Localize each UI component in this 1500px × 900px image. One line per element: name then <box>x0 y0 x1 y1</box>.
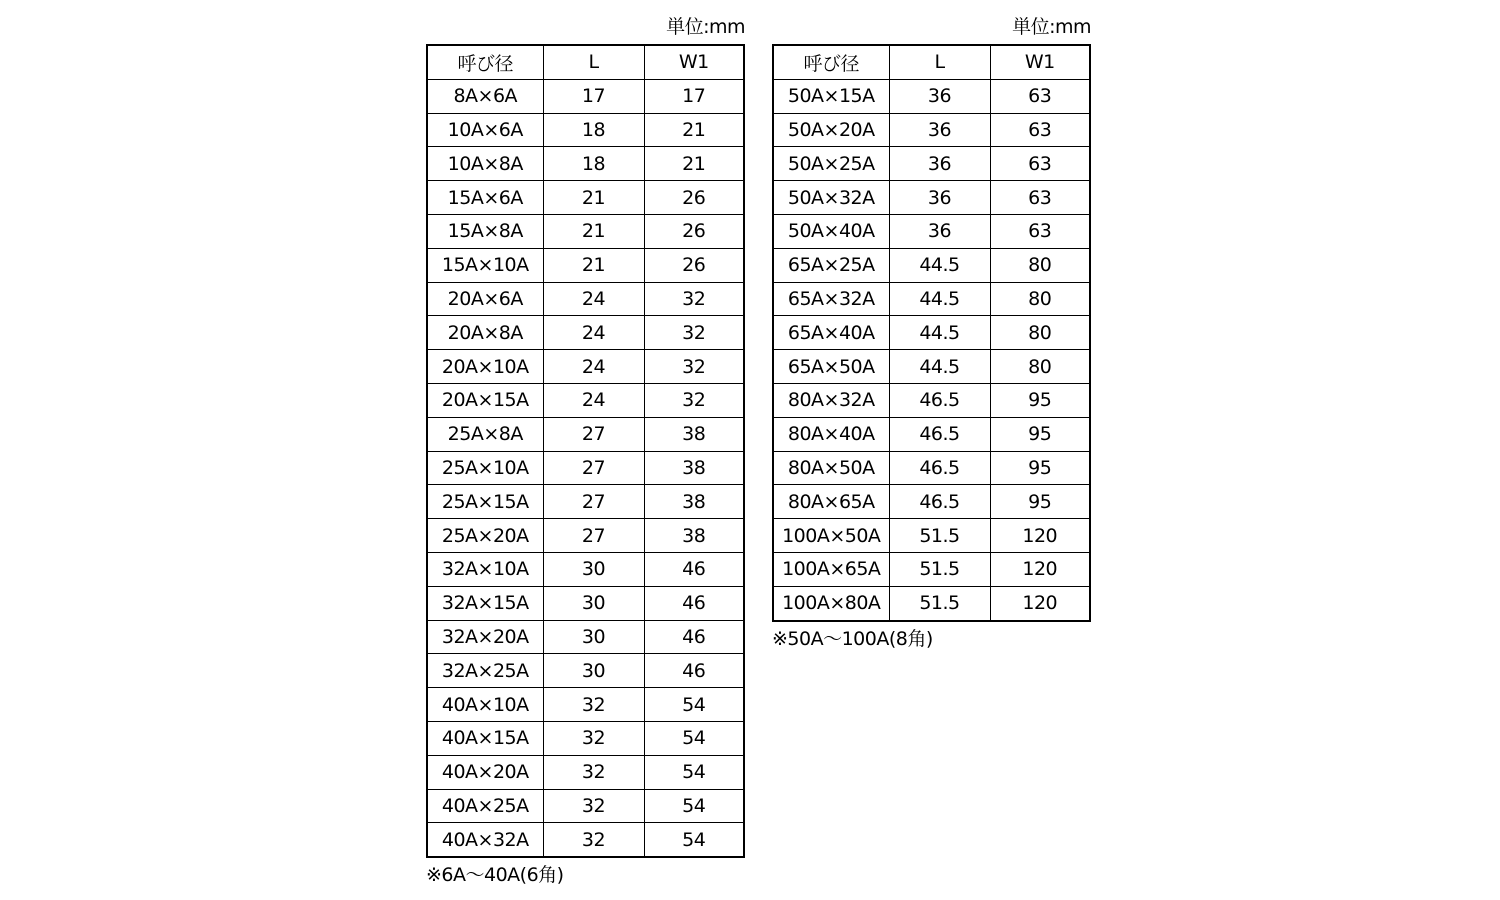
cell-width: 54 <box>644 789 744 823</box>
cell-width: 80 <box>990 248 1090 282</box>
cell-nominal-size: 32A×15A <box>427 586 543 620</box>
cell-nominal-size: 80A×40A <box>773 417 889 451</box>
cell-width: 38 <box>644 417 744 451</box>
cell-length: 46.5 <box>889 485 990 519</box>
cell-width: 95 <box>990 485 1090 519</box>
table-row <box>427 789 744 823</box>
table-row <box>773 113 1090 147</box>
cell-width: 63 <box>990 214 1090 248</box>
cell-nominal-size: 20A×8A <box>427 316 543 350</box>
table-row <box>427 688 744 722</box>
table-row <box>427 79 744 113</box>
cell-length: 32 <box>543 789 644 823</box>
cell-width: 46 <box>644 620 744 654</box>
table-row <box>773 417 1090 451</box>
table-row <box>773 552 1090 586</box>
cell-width: 26 <box>644 248 744 282</box>
cell-nominal-size: 40A×10A <box>427 688 543 722</box>
cell-width: 38 <box>644 451 744 485</box>
cell-width: 80 <box>990 316 1090 350</box>
table-row <box>773 350 1090 384</box>
cell-length: 32 <box>543 823 644 857</box>
cell-length: 46.5 <box>889 417 990 451</box>
cell-length: 17 <box>543 79 644 113</box>
cell-length: 46.5 <box>889 451 990 485</box>
header-length: L <box>889 45 990 79</box>
table-row <box>427 316 744 350</box>
cell-length: 18 <box>543 147 644 181</box>
cell-nominal-size: 100A×65A <box>773 552 889 586</box>
table-row <box>773 316 1090 350</box>
unit-label: 単位:mm <box>666 16 745 38</box>
cell-length: 44.5 <box>889 350 990 384</box>
cell-nominal-size: 15A×10A <box>427 248 543 282</box>
cell-length: 51.5 <box>889 586 990 620</box>
cell-width: 54 <box>644 755 744 789</box>
table-row <box>427 282 744 316</box>
cell-length: 32 <box>543 721 644 755</box>
header-nominal-size: 呼び径 <box>427 45 543 79</box>
cell-length: 44.5 <box>889 282 990 316</box>
cell-nominal-size: 40A×32A <box>427 823 543 857</box>
cell-nominal-size: 100A×80A <box>773 586 889 620</box>
cell-length: 30 <box>543 654 644 688</box>
table-row <box>427 586 744 620</box>
cell-length: 24 <box>543 383 644 417</box>
cell-nominal-size: 20A×10A <box>427 350 543 384</box>
cell-length: 21 <box>543 214 644 248</box>
cell-nominal-size: 32A×20A <box>427 620 543 654</box>
cell-nominal-size: 25A×20A <box>427 519 543 553</box>
table-row <box>773 586 1090 620</box>
note-text: ※50A～100A(8角) <box>772 627 933 650</box>
cell-length: 27 <box>543 417 644 451</box>
table-row <box>773 282 1090 316</box>
cell-width: 120 <box>990 519 1090 553</box>
table-row <box>773 214 1090 248</box>
cell-nominal-size: 15A×8A <box>427 214 543 248</box>
cell-width: 26 <box>644 214 744 248</box>
cell-nominal-size: 40A×25A <box>427 789 543 823</box>
cell-nominal-size: 25A×15A <box>427 485 543 519</box>
table-row <box>427 620 744 654</box>
cell-width: 38 <box>644 485 744 519</box>
cell-width: 32 <box>644 316 744 350</box>
left-table-block <box>426 10 745 892</box>
cell-length: 32 <box>543 688 644 722</box>
cell-length: 36 <box>889 79 990 113</box>
cell-length: 44.5 <box>889 248 990 282</box>
cell-width: 46 <box>644 654 744 688</box>
cell-nominal-size: 40A×20A <box>427 755 543 789</box>
cell-nominal-size: 25A×10A <box>427 451 543 485</box>
cell-width: 32 <box>644 350 744 384</box>
cell-nominal-size: 65A×40A <box>773 316 889 350</box>
table-row <box>427 147 744 181</box>
note-text: ※6A～40A(6角) <box>426 864 564 887</box>
spec-table-right <box>772 44 1091 622</box>
table-row <box>427 181 744 215</box>
cell-nominal-size: 50A×40A <box>773 214 889 248</box>
table-row <box>773 79 1090 113</box>
table-body <box>427 79 744 857</box>
cell-width: 80 <box>990 282 1090 316</box>
cell-width: 54 <box>644 721 744 755</box>
cell-length: 21 <box>543 248 644 282</box>
cell-length: 27 <box>543 485 644 519</box>
cell-length: 30 <box>543 552 644 586</box>
cell-length: 18 <box>543 113 644 147</box>
right-table-block <box>772 10 1091 656</box>
cell-nominal-size: 10A×6A <box>427 113 543 147</box>
table-row <box>427 248 744 282</box>
cell-width: 54 <box>644 688 744 722</box>
cell-length: 32 <box>543 755 644 789</box>
cell-length: 21 <box>543 181 644 215</box>
table-row <box>427 485 744 519</box>
cell-length: 24 <box>543 350 644 384</box>
table-row <box>427 383 744 417</box>
table-row <box>773 181 1090 215</box>
cell-width: 21 <box>644 147 744 181</box>
cell-nominal-size: 15A×6A <box>427 181 543 215</box>
cell-width: 32 <box>644 383 744 417</box>
cell-length: 24 <box>543 316 644 350</box>
cell-nominal-size: 65A×50A <box>773 350 889 384</box>
cell-nominal-size: 32A×10A <box>427 552 543 586</box>
cell-width: 63 <box>990 79 1090 113</box>
cell-width: 54 <box>644 823 744 857</box>
cell-nominal-size: 50A×25A <box>773 147 889 181</box>
cell-nominal-size: 80A×65A <box>773 485 889 519</box>
cell-nominal-size: 50A×20A <box>773 113 889 147</box>
cell-length: 51.5 <box>889 552 990 586</box>
table-row <box>427 350 744 384</box>
table-row <box>427 417 744 451</box>
cell-length: 46.5 <box>889 383 990 417</box>
cell-width: 95 <box>990 383 1090 417</box>
cell-width: 63 <box>990 113 1090 147</box>
table-row <box>773 248 1090 282</box>
cell-nominal-size: 10A×8A <box>427 147 543 181</box>
table-row <box>427 654 744 688</box>
table-row <box>427 823 744 857</box>
cell-width: 95 <box>990 417 1090 451</box>
header-width: W1 <box>644 45 744 79</box>
cell-width: 46 <box>644 552 744 586</box>
cell-width: 26 <box>644 181 744 215</box>
cell-nominal-size: 100A×50A <box>773 519 889 553</box>
table-row <box>427 113 744 147</box>
cell-nominal-size: 32A×25A <box>427 654 543 688</box>
table-row <box>773 519 1090 553</box>
cell-width: 38 <box>644 519 744 553</box>
table-row <box>773 485 1090 519</box>
header-row <box>427 45 744 79</box>
cell-width: 63 <box>990 181 1090 215</box>
spec-table-left <box>426 44 745 858</box>
table-row <box>427 519 744 553</box>
cell-nominal-size: 20A×15A <box>427 383 543 417</box>
table-row <box>427 755 744 789</box>
table-row <box>427 214 744 248</box>
cell-width: 120 <box>990 586 1090 620</box>
cell-length: 24 <box>543 282 644 316</box>
cell-nominal-size: 80A×50A <box>773 451 889 485</box>
table-row <box>427 721 744 755</box>
cell-length: 30 <box>543 620 644 654</box>
cell-length: 36 <box>889 181 990 215</box>
header-length: L <box>543 45 644 79</box>
cell-length: 44.5 <box>889 316 990 350</box>
cell-nominal-size: 65A×32A <box>773 282 889 316</box>
cell-length: 27 <box>543 519 644 553</box>
table-row <box>427 552 744 586</box>
unit-label: 単位:mm <box>1012 16 1091 38</box>
cell-length: 36 <box>889 214 990 248</box>
cell-length: 30 <box>543 586 644 620</box>
cell-width: 120 <box>990 552 1090 586</box>
cell-width: 80 <box>990 350 1090 384</box>
cell-nominal-size: 80A×32A <box>773 383 889 417</box>
table-row <box>773 147 1090 181</box>
table-row <box>427 451 744 485</box>
cell-length: 27 <box>543 451 644 485</box>
cell-nominal-size: 40A×15A <box>427 721 543 755</box>
cell-nominal-size: 50A×32A <box>773 181 889 215</box>
cell-nominal-size: 65A×25A <box>773 248 889 282</box>
cell-width: 95 <box>990 451 1090 485</box>
cell-nominal-size: 50A×15A <box>773 79 889 113</box>
cell-width: 63 <box>990 147 1090 181</box>
header-nominal-size: 呼び径 <box>773 45 889 79</box>
cell-width: 17 <box>644 79 744 113</box>
cell-length: 36 <box>889 113 990 147</box>
table-row <box>773 451 1090 485</box>
table-body <box>773 79 1090 620</box>
header-width: W1 <box>990 45 1090 79</box>
header-row <box>773 45 1090 79</box>
cell-length: 36 <box>889 147 990 181</box>
cell-width: 21 <box>644 113 744 147</box>
cell-nominal-size: 8A×6A <box>427 79 543 113</box>
cell-length: 51.5 <box>889 519 990 553</box>
cell-width: 32 <box>644 282 744 316</box>
cell-nominal-size: 20A×6A <box>427 282 543 316</box>
cell-nominal-size: 25A×8A <box>427 417 543 451</box>
table-row <box>773 383 1090 417</box>
cell-width: 46 <box>644 586 744 620</box>
